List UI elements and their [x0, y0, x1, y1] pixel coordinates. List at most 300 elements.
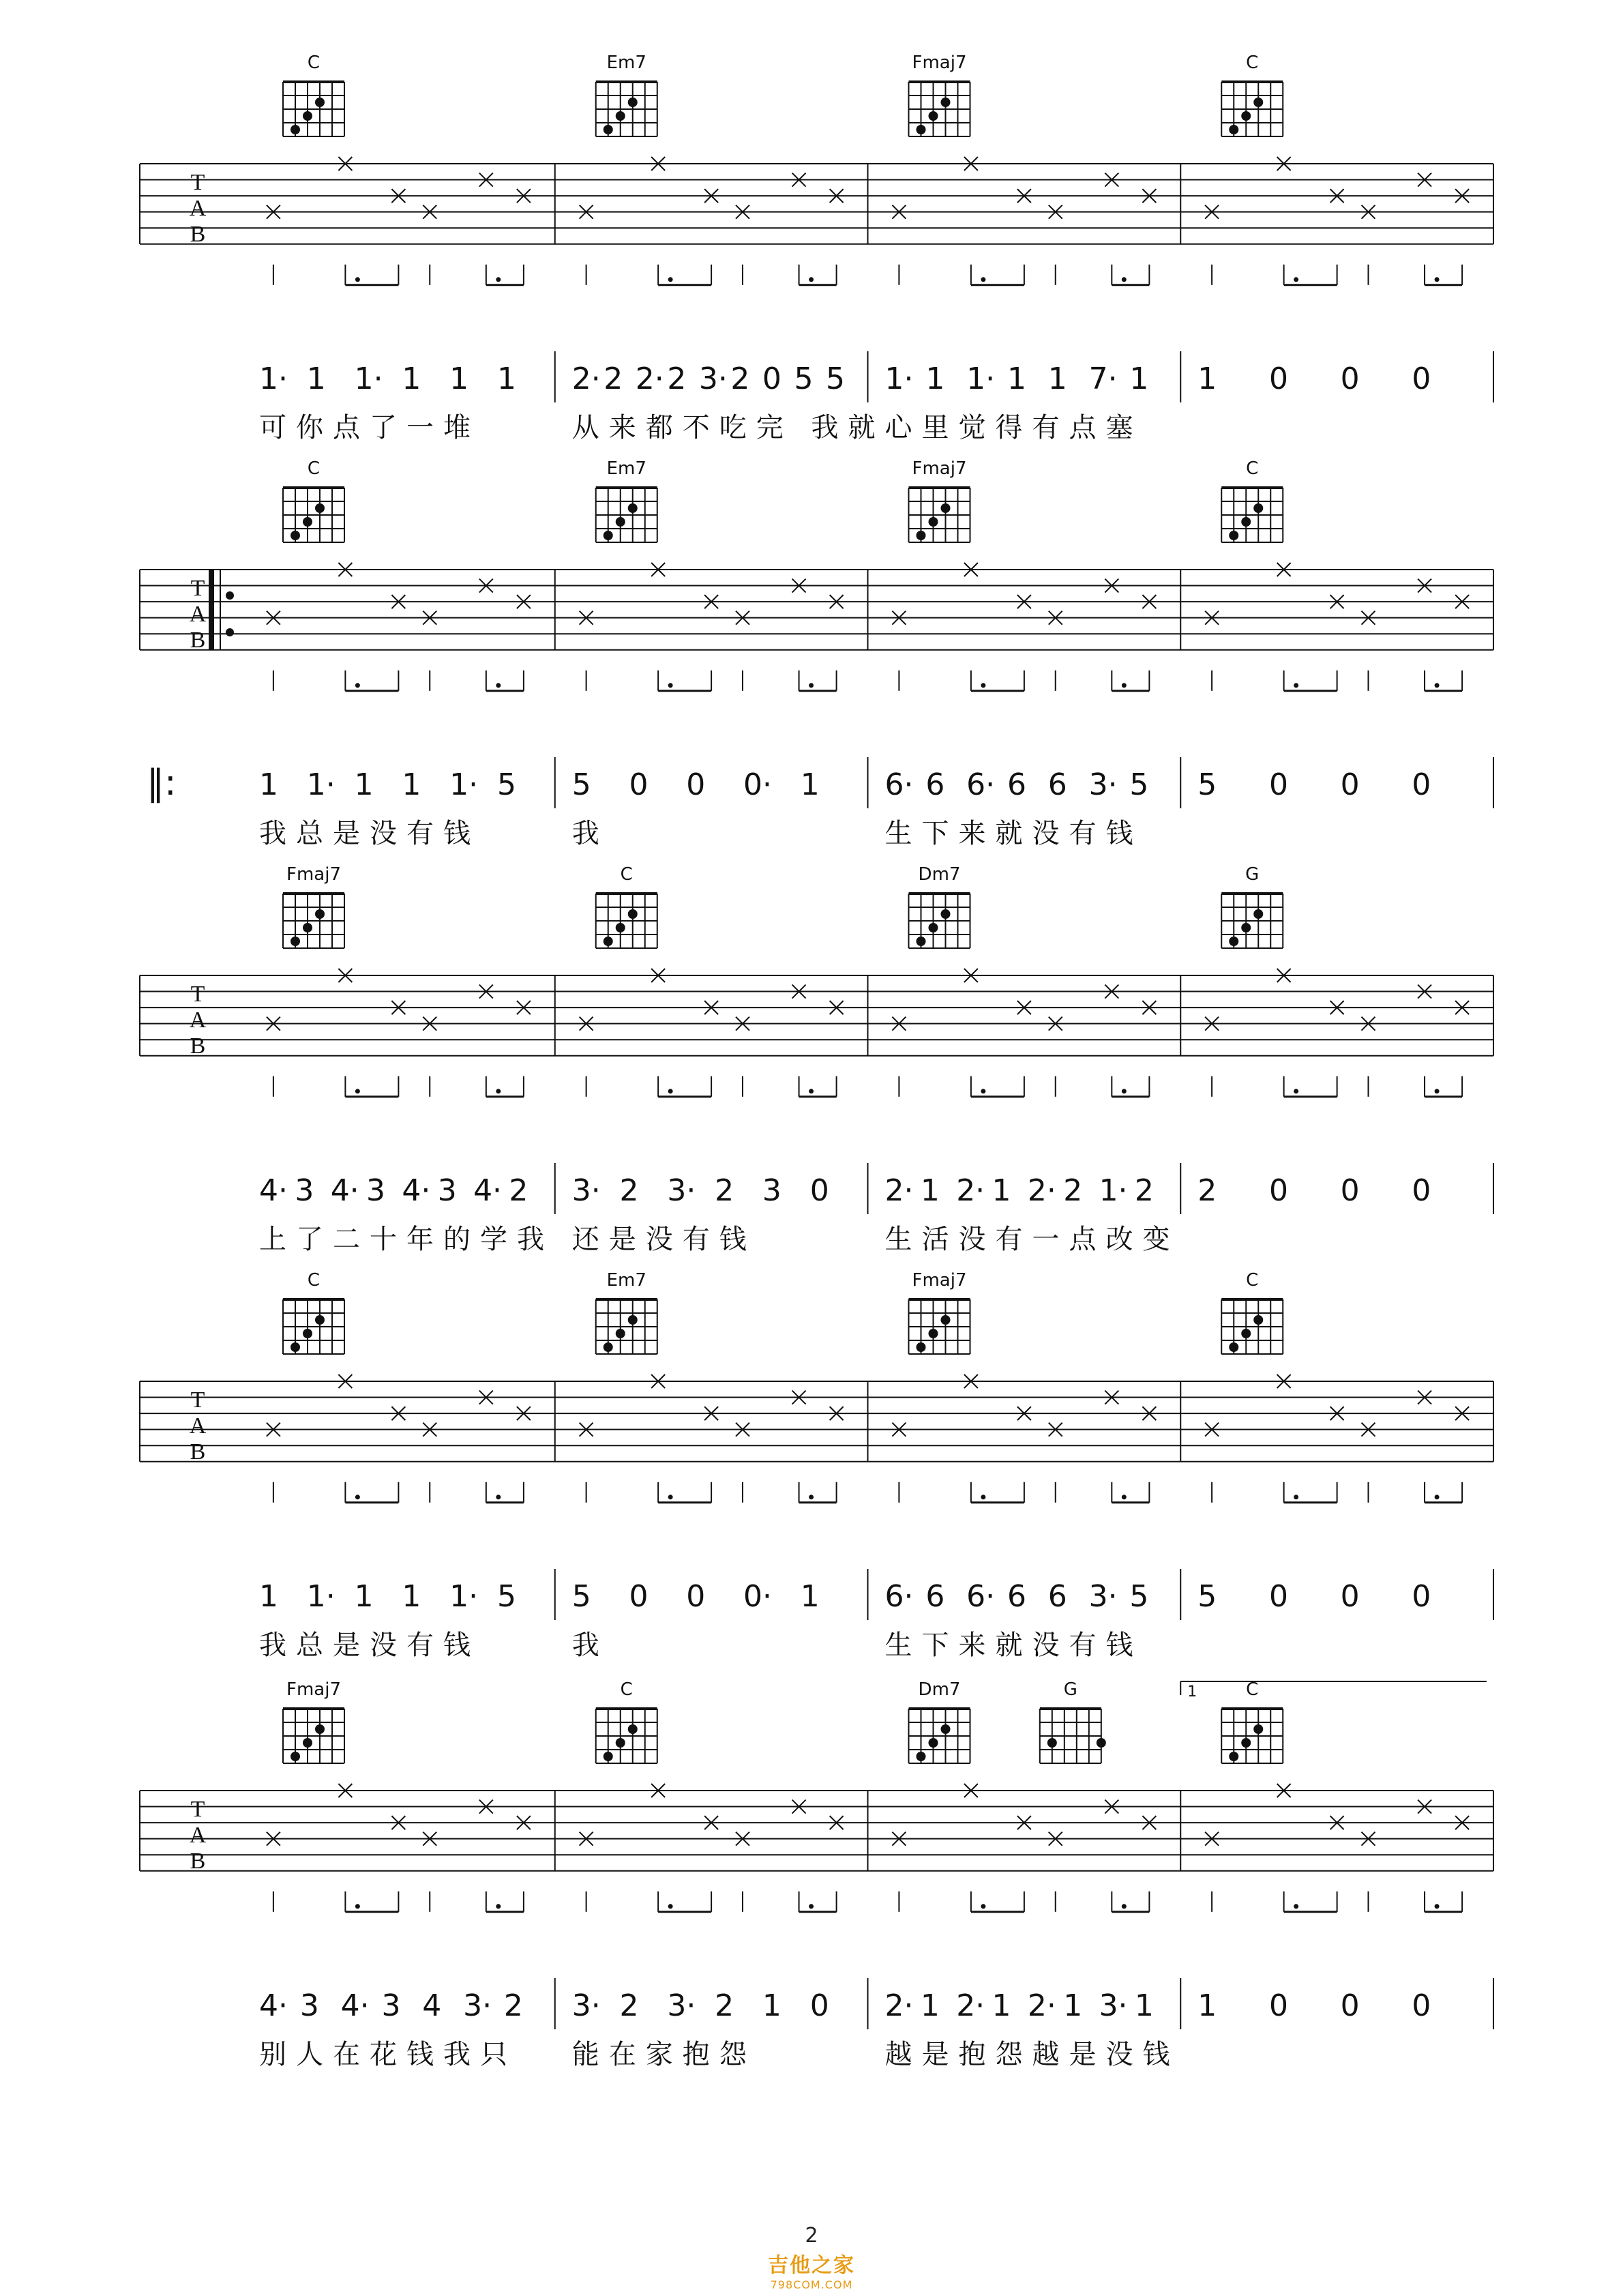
dot-mark — [668, 683, 673, 688]
jianpu-note: 2· — [956, 1173, 985, 1208]
dot-mark — [1122, 1495, 1127, 1499]
jianpu-note: 1 — [1129, 362, 1149, 396]
jianpu-note: 1 — [402, 767, 421, 802]
diagram-finger-dot — [303, 1738, 312, 1748]
page-number: 2 — [805, 2224, 818, 2248]
jianpu-note: 5 — [571, 767, 591, 802]
jianpu-note: 2· — [1027, 1988, 1056, 2023]
lyric-text: 还是没有钱 — [571, 1224, 756, 1255]
jianpu-note: 3· — [1088, 767, 1118, 802]
jianpu-note: 1 — [992, 1173, 1011, 1208]
jianpu-note: 1· — [306, 767, 336, 802]
jianpu-note: 1 — [1047, 362, 1067, 396]
jianpu-note: 1 — [1197, 362, 1217, 396]
lyric-text: 生活没有一点改变 — [884, 1224, 1180, 1255]
dot-mark — [981, 1089, 985, 1093]
chord-diagram — [909, 1679, 970, 1763]
tab-system — [140, 1270, 1493, 1661]
diagram-finger-dot — [941, 1724, 951, 1734]
dot-mark — [809, 277, 814, 282]
chord-name: C — [620, 1679, 633, 1700]
chord-name: G — [1063, 1679, 1077, 1700]
diagram-finger-dot — [1047, 1738, 1057, 1748]
dot-mark — [496, 1904, 501, 1909]
chord-name: C — [307, 458, 321, 479]
tab-system — [140, 458, 1493, 849]
dot-mark — [355, 1495, 360, 1499]
lyric-text: 可你点了一堆 — [259, 412, 480, 443]
jianpu-note: 1 — [259, 767, 278, 802]
dot-mark — [1294, 277, 1298, 282]
jianpu-note: 2· — [635, 362, 664, 396]
dot-mark — [496, 1495, 501, 1499]
jianpu-note: 4· — [330, 1173, 359, 1208]
jianpu-note: 3· — [1099, 1988, 1128, 2023]
tab-system — [140, 53, 1493, 443]
jianpu-note: 2 — [1197, 1173, 1217, 1208]
jianpu-note: 5 — [1197, 767, 1217, 802]
jianpu-note: 2 — [730, 362, 750, 396]
lyric-text: 越是抱怨越是没钱 — [884, 2039, 1180, 2070]
chord-diagram — [596, 864, 657, 948]
diagram-finger-dot — [604, 531, 613, 540]
jianpu-note: 1· — [306, 1579, 336, 1614]
jianpu-note: 0 — [1412, 1579, 1431, 1614]
repeat-dot — [226, 591, 234, 600]
chord-diagram — [283, 1270, 344, 1354]
chord-diagram — [283, 1679, 344, 1763]
jianpu-note: 5 — [496, 1579, 516, 1614]
jianpu-note: 3· — [1088, 1579, 1118, 1614]
tab-system — [140, 1679, 1493, 2070]
diagram-finger-dot — [929, 517, 938, 527]
diagram-finger-dot — [291, 531, 300, 540]
dot-mark — [668, 1904, 673, 1909]
diagram-finger-dot — [315, 909, 325, 919]
diagram-finger-dot — [929, 1329, 938, 1338]
chord-diagram — [283, 864, 344, 948]
diagram-finger-dot — [1241, 111, 1251, 121]
diagram-finger-dot — [604, 125, 613, 134]
diagram-finger-dot — [929, 1738, 938, 1748]
jianpu-note: 2 — [604, 362, 623, 396]
chord-name: G — [1245, 864, 1260, 885]
jianpu-note: 3 — [295, 1173, 314, 1208]
lyric-text: 心里觉得有点塞 — [884, 412, 1143, 443]
dot-mark — [355, 277, 360, 282]
numbered-repeat-sign: ‖: — [147, 763, 177, 804]
dot-mark — [1122, 277, 1127, 282]
diagram-finger-dot — [941, 1315, 951, 1325]
diagram-finger-dot — [1229, 125, 1238, 134]
diagram-finger-dot — [616, 1329, 625, 1338]
jianpu-note: 3 — [366, 1173, 386, 1208]
lyric-text: 生下来就没有钱 — [884, 818, 1143, 849]
diagram-finger-dot — [303, 111, 312, 121]
lyric-text: 从来都不吃完 我就 — [571, 412, 885, 443]
lyric-text: 能在家抱怨 — [571, 2039, 756, 2070]
diagram-finger-dot — [1229, 937, 1238, 946]
diagram-finger-dot — [315, 503, 325, 513]
jianpu-note: 1 — [306, 362, 326, 396]
jianpu-note: 0 — [762, 362, 781, 396]
chord-name: C — [620, 864, 633, 885]
diagram-finger-dot — [303, 517, 312, 527]
tab-clef-letter: T — [190, 170, 205, 195]
dot-mark — [809, 1089, 814, 1093]
jianpu-note: 0 — [686, 767, 706, 802]
dot-mark — [981, 277, 985, 282]
diagram-finger-dot — [291, 125, 300, 134]
chord-diagram — [1221, 864, 1283, 948]
diagram-finger-dot — [604, 1752, 613, 1761]
jianpu-note: 0 — [1268, 1988, 1288, 2023]
jianpu-note: 6 — [925, 767, 945, 802]
chord-name: Fmaj7 — [286, 1679, 341, 1700]
jianpu-note: 1 — [259, 1579, 278, 1614]
chord-diagram — [283, 458, 344, 542]
jianpu-note: 6 — [1047, 767, 1067, 802]
dot-mark — [981, 1495, 985, 1499]
chord-diagram — [596, 1270, 657, 1354]
jianpu-note: 0 — [629, 767, 649, 802]
jianpu-note: 5 — [1197, 1579, 1217, 1614]
jianpu-note: 1 — [354, 1579, 374, 1614]
dot-mark — [981, 1904, 985, 1909]
diagram-finger-dot — [1241, 923, 1251, 932]
jianpu-note: 3· — [571, 1988, 601, 2023]
jianpu-note: 0 — [1268, 767, 1288, 802]
diagram-finger-dot — [1253, 98, 1263, 107]
jianpu-note: 1· — [259, 362, 288, 396]
diagram-finger-dot — [1253, 1724, 1263, 1734]
tab-clef-letter: T — [190, 1797, 205, 1822]
site-logo-sub: 798COM.COM — [770, 2278, 853, 2291]
jianpu-note: 2· — [884, 1173, 914, 1208]
diagram-finger-dot — [291, 1342, 300, 1352]
jianpu-note: 5 — [496, 767, 516, 802]
jianpu-note: 2· — [571, 362, 601, 396]
tab-clef-letter: T — [190, 982, 205, 1007]
jianpu-note: 1 — [496, 362, 516, 396]
chord-name: C — [1246, 53, 1259, 73]
volta-label: 1 — [1187, 1683, 1197, 1701]
jianpu-note: 0 — [1340, 1579, 1360, 1614]
jianpu-note: 2· — [956, 1988, 985, 2023]
diagram-finger-dot — [604, 937, 613, 946]
jianpu-note: 3· — [463, 1988, 492, 2023]
tab-clef-letter: B — [190, 1439, 206, 1465]
jianpu-note: 4· — [473, 1173, 503, 1208]
diagram-finger-dot — [628, 1724, 638, 1734]
jianpu-note: 0 — [1268, 362, 1288, 396]
jianpu-note: 1 — [925, 362, 945, 396]
jianpu-note: 6· — [966, 1579, 996, 1614]
jianpu-note: 2 — [1063, 1173, 1083, 1208]
dot-mark — [668, 1495, 673, 1499]
diagram-finger-dot — [941, 503, 951, 513]
tab-clef-letter: A — [189, 1007, 207, 1033]
dot-mark — [1294, 1495, 1298, 1499]
jianpu-note: 0 — [1268, 1173, 1288, 1208]
jianpu-note: 4· — [259, 1988, 288, 2023]
diagram-finger-dot — [1229, 1752, 1238, 1761]
diagram-finger-dot — [291, 1752, 300, 1761]
jianpu-note: 2 — [715, 1988, 734, 2023]
jianpu-note: 1· — [884, 362, 914, 396]
jianpu-note: 0 — [686, 1579, 706, 1614]
tab-clef-letter: B — [190, 1849, 206, 1874]
diagram-finger-dot — [929, 111, 938, 121]
diagram-finger-dot — [917, 531, 926, 540]
jianpu-note: 3 — [437, 1173, 457, 1208]
jianpu-note: 1 — [354, 767, 374, 802]
diagram-finger-dot — [1229, 1342, 1238, 1352]
lyric-text: 我 — [571, 818, 609, 849]
jianpu-note: 1 — [800, 767, 820, 802]
dot-mark — [809, 683, 814, 688]
jianpu-note: 5 — [1129, 767, 1149, 802]
jianpu-note: 3· — [698, 362, 728, 396]
diagram-finger-dot — [929, 923, 938, 932]
jianpu-note: 1 — [1063, 1988, 1083, 2023]
dot-mark — [1294, 1904, 1298, 1909]
jianpu-note: 3· — [571, 1173, 601, 1208]
diagram-finger-dot — [604, 1342, 613, 1352]
jianpu-note: 0 — [1340, 1173, 1360, 1208]
jianpu-note: 3 — [299, 1988, 319, 2023]
tab-clef-letter: A — [189, 602, 207, 627]
diagram-finger-dot — [941, 909, 951, 919]
jianpu-note: 1· — [966, 362, 996, 396]
jianpu-note: 1 — [1197, 1988, 1217, 2023]
jianpu-note: 4 — [422, 1988, 442, 2023]
jianpu-note: 5 — [1129, 1579, 1149, 1614]
jianpu-note: 0 — [1340, 1988, 1360, 2023]
jianpu-note: 7· — [1088, 362, 1118, 396]
diagram-finger-dot — [917, 937, 926, 946]
chord-diagram — [1221, 458, 1283, 542]
jianpu-note: 0 — [1268, 1579, 1288, 1614]
jianpu-note: 2 — [715, 1173, 734, 1208]
dot-mark — [1435, 683, 1440, 688]
dot-mark — [1435, 277, 1440, 282]
chord-diagram — [1040, 1679, 1106, 1763]
chord-diagram — [1221, 1679, 1283, 1763]
diagram-finger-dot — [628, 98, 638, 107]
dot-mark — [668, 277, 673, 282]
chord-diagram — [283, 53, 344, 136]
jianpu-note: 1· — [354, 362, 383, 396]
jianpu-note: 4· — [340, 1988, 370, 2023]
jianpu-note: 1 — [1134, 1988, 1154, 2023]
jianpu-note: 3· — [667, 1988, 696, 2023]
tab-clef-letter: A — [189, 196, 207, 221]
jianpu-note: 6 — [1047, 1579, 1067, 1614]
lyric-text: 上了二十年的学我 — [259, 1224, 554, 1255]
jianpu-note: 0 — [809, 1988, 829, 2023]
site-logo — [754, 2248, 869, 2291]
jianpu-note: 0 — [1412, 1988, 1431, 2023]
jianpu-note: 0· — [743, 767, 772, 802]
jianpu-note: 0 — [629, 1579, 649, 1614]
dot-mark — [1435, 1495, 1440, 1499]
diagram-finger-dot — [616, 923, 625, 932]
jianpu-note: 3· — [667, 1173, 696, 1208]
chord-name: C — [1246, 1270, 1259, 1291]
chord-diagram — [909, 53, 970, 136]
diagram-finger-dot — [1241, 517, 1251, 527]
lyric-text: 我 — [571, 1630, 609, 1661]
diagram-finger-dot — [291, 937, 300, 946]
diagram-finger-dot — [917, 125, 926, 134]
dot-mark — [1122, 1904, 1127, 1909]
dot-mark — [355, 1904, 360, 1909]
diagram-finger-dot — [628, 1315, 638, 1325]
jianpu-note: 0 — [809, 1173, 829, 1208]
jianpu-note: 0 — [1340, 362, 1360, 396]
jianpu-note: 1 — [402, 362, 421, 396]
repeat-dot — [226, 628, 234, 636]
jianpu-note: 3 — [381, 1988, 401, 2023]
jianpu-note: 6· — [884, 767, 914, 802]
jianpu-note: 6 — [1007, 767, 1026, 802]
diagram-finger-dot — [315, 1315, 325, 1325]
dot-mark — [668, 1089, 673, 1093]
diagram-finger-dot — [303, 1329, 312, 1338]
chord-name: Fmaj7 — [912, 1270, 967, 1291]
jianpu-note: 1· — [449, 767, 479, 802]
chord-name: Fmaj7 — [286, 864, 341, 885]
lyric-text: 生下来就没有钱 — [884, 1630, 1143, 1661]
diagram-finger-dot — [1097, 1738, 1106, 1748]
dot-mark — [1294, 683, 1298, 688]
dot-mark — [1122, 683, 1127, 688]
jianpu-note: 6· — [966, 767, 996, 802]
tab-clef-letter: B — [190, 628, 206, 653]
jianpu-note: 2 — [667, 362, 687, 396]
jianpu-note: 1 — [402, 1579, 421, 1614]
chord-name: Dm7 — [918, 1679, 961, 1700]
chord-diagram — [596, 53, 657, 136]
jianpu-note: 5 — [825, 362, 845, 396]
jianpu-note: 2 — [503, 1988, 523, 2023]
lyric-text: 我总是没有钱 — [259, 1630, 480, 1661]
chord-name: Em7 — [606, 458, 646, 479]
jianpu-note: 1 — [992, 1988, 1011, 2023]
jianpu-note: 6 — [925, 1579, 945, 1614]
tab-system — [140, 864, 1493, 1255]
chord-name: C — [1246, 458, 1259, 479]
diagram-finger-dot — [616, 111, 625, 121]
chord-name: Fmaj7 — [912, 458, 967, 479]
tab-clef-letter: B — [190, 222, 206, 247]
jianpu-note: 2 — [1134, 1173, 1154, 1208]
diagram-finger-dot — [616, 517, 625, 527]
chord-diagram — [909, 1270, 970, 1354]
chord-diagram — [1221, 53, 1283, 136]
dot-mark — [809, 1904, 814, 1909]
chord-name: Em7 — [606, 1270, 646, 1291]
chord-name: Em7 — [606, 53, 646, 73]
dot-mark — [355, 683, 360, 688]
dot-mark — [809, 1495, 814, 1499]
diagram-finger-dot — [628, 503, 638, 513]
diagram-finger-dot — [941, 98, 951, 107]
jianpu-note: 1 — [1007, 362, 1026, 396]
jianpu-note: 1 — [449, 362, 469, 396]
diagram-finger-dot — [303, 923, 312, 932]
diagram-finger-dot — [616, 1738, 625, 1748]
dot-mark — [1435, 1904, 1440, 1909]
diagram-finger-dot — [1253, 909, 1263, 919]
diagram-finger-dot — [315, 98, 325, 107]
chord-diagram — [596, 458, 657, 542]
jianpu-note: 1 — [920, 1173, 940, 1208]
jianpu-note: 6 — [1007, 1579, 1026, 1614]
diagram-finger-dot — [917, 1752, 926, 1761]
chord-name: C — [307, 53, 321, 73]
chord-diagram — [909, 864, 970, 948]
jianpu-note: 2· — [884, 1988, 914, 2023]
jianpu-note: 1· — [1099, 1173, 1128, 1208]
chord-name: Fmaj7 — [912, 53, 967, 73]
jianpu-note: 1 — [800, 1579, 820, 1614]
dot-mark — [1122, 1089, 1127, 1093]
jianpu-note: 4· — [259, 1173, 288, 1208]
jianpu-note: 2 — [619, 1988, 639, 2023]
dot-mark — [496, 683, 501, 688]
dot-mark — [496, 277, 501, 282]
tab-clef-letter: A — [189, 1413, 207, 1439]
dot-mark — [355, 1089, 360, 1093]
diagram-finger-dot — [1229, 531, 1238, 540]
tab-clef-letter: A — [189, 1823, 207, 1848]
jianpu-note: 4· — [402, 1173, 431, 1208]
jianpu-note: 1· — [449, 1579, 479, 1614]
tab-clef-letter: T — [190, 576, 205, 601]
lyric-text: 我总是没有钱 — [259, 818, 480, 849]
jianpu-note: 0 — [1340, 767, 1360, 802]
jianpu-note: 5 — [571, 1579, 591, 1614]
dot-mark — [1294, 1089, 1298, 1093]
lyric-text: 别人在花钱我只 — [259, 2039, 517, 2070]
chord-diagram — [596, 1679, 657, 1763]
dot-mark — [1435, 1089, 1440, 1093]
tab-clef-letter: B — [190, 1033, 206, 1059]
site-logo-main: 吉他之家 — [768, 2254, 855, 2278]
jianpu-note: 2· — [1027, 1173, 1056, 1208]
chord-name: C — [1246, 1679, 1259, 1700]
jianpu-note: 3 — [762, 1173, 781, 1208]
jianpu-note: 0· — [743, 1579, 772, 1614]
jianpu-note: 1 — [920, 1988, 940, 2023]
jianpu-note: 0 — [1412, 362, 1431, 396]
dot-mark — [981, 683, 985, 688]
tab-clef-letter: T — [190, 1387, 205, 1413]
jianpu-note: 5 — [794, 362, 814, 396]
jianpu-note: 1 — [762, 1988, 781, 2023]
chord-diagram — [1221, 1270, 1283, 1354]
jianpu-note: 0 — [1412, 1173, 1431, 1208]
diagram-finger-dot — [1241, 1329, 1251, 1338]
jianpu-note: 6· — [884, 1579, 914, 1614]
chord-name: C — [307, 1270, 321, 1291]
chord-diagram — [909, 458, 970, 542]
diagram-finger-dot — [1253, 503, 1263, 513]
diagram-finger-dot — [315, 1724, 325, 1734]
dot-mark — [496, 1089, 501, 1093]
